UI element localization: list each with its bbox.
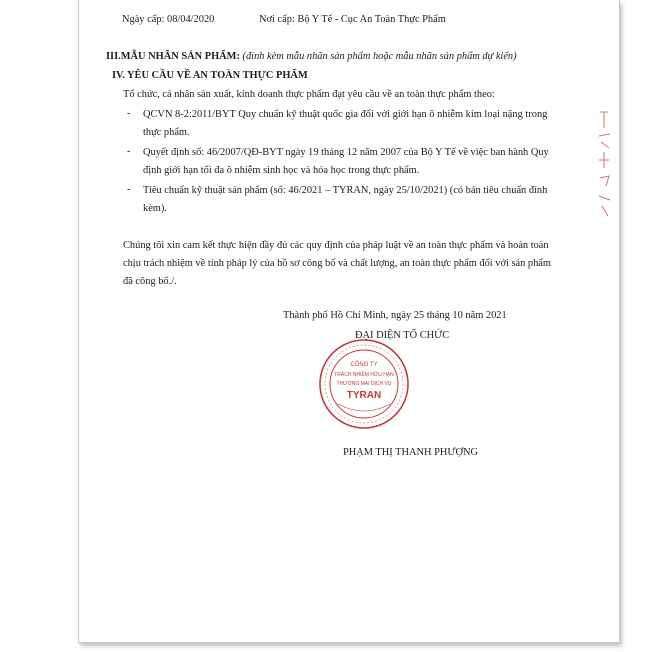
- commitment-line3: đã công bố./.: [123, 276, 177, 287]
- item3-line1: Tiêu chuẩn kỹ thuật sản phẩm (số: 46/2021 – TYRAN, ngày 25/10/2021) (có bản tiêu chuẩn đính: [143, 185, 548, 196]
- commitment-line1: Chúng tôi xin cam kết thực hiện đầy đủ các quy định của pháp luật về an toàn thực phẩm và hoàn toàn: [123, 240, 549, 251]
- commitment-line2: chịu trách nhiệm về tính pháp lý của hồ sơ công bố và chất lượng, an toàn thực phẩm đối với sản phẩm: [123, 258, 551, 269]
- bullet-dash: -: [127, 184, 131, 195]
- issue-date: Ngày cấp: 08/04/2020: [122, 14, 215, 25]
- issuer: Nơi cấp: Bộ Y Tế - Cục An Toàn Thực Phẩm: [259, 14, 446, 25]
- place-date: Thành phố Hồ Chí Minh, ngày 25 tháng 10 năm 2021: [283, 310, 507, 321]
- signatory-title: ĐẠI DIỆN TỔ CHỨC: [355, 330, 450, 341]
- seal-line3: THƯƠNG MẠI DỊCH VỤ: [336, 381, 392, 387]
- section3-line: [106, 50, 517, 63]
- seal-line4: TYRAN: [346, 390, 382, 401]
- margin-stamp-mark: [591, 108, 619, 220]
- bullet-dash: -: [127, 108, 131, 119]
- section3-heading: III.MẪU NHÃN SẢN PHẨM:: [106, 51, 240, 62]
- signatory-name: PHẠM THỊ THANH PHƯỢNG: [343, 447, 478, 458]
- item1-line1: QCVN 8-2:2011/BYT Quy chuẩn kỹ thuật quốc gia đối với giới hạn ô nhiễm kim loại nặng trong: [143, 109, 548, 120]
- section4-heading: IV. YÊU CẦU VỀ AN TOÀN THỰC PHẨM: [112, 70, 308, 81]
- item2-line1: Quyết định số: 46/2007/QĐ-BYT ngày 19 tháng 12 năm 2007 của Bộ Y Tế về việc ban hành Quy: [143, 147, 549, 158]
- item3-line2: kèm).: [143, 203, 167, 214]
- item1-line2: thực phẩm.: [143, 127, 190, 138]
- item2-line2: định giới hạn tối đa ô nhiễm sinh học và hóa học trong thực phẩm.: [143, 165, 420, 176]
- seal-line2: TRÁCH NHIỆM HỮU HẠN: [334, 372, 394, 378]
- company-seal: [318, 338, 410, 430]
- seal-line1: CÔNG TY: [350, 362, 378, 368]
- bullet-dash: -: [127, 146, 131, 157]
- section3-note: (đính kèm mẫu nhãn sản phẩm hoặc mẫu nhãn sản phẩm dự kiến): [242, 51, 517, 62]
- section4-intro: Tổ chức, cá nhân sản xuất, kinh doanh thực phẩm đạt yêu cầu về an toàn thực phẩm theo:: [123, 89, 495, 100]
- document-page: [78, 0, 620, 643]
